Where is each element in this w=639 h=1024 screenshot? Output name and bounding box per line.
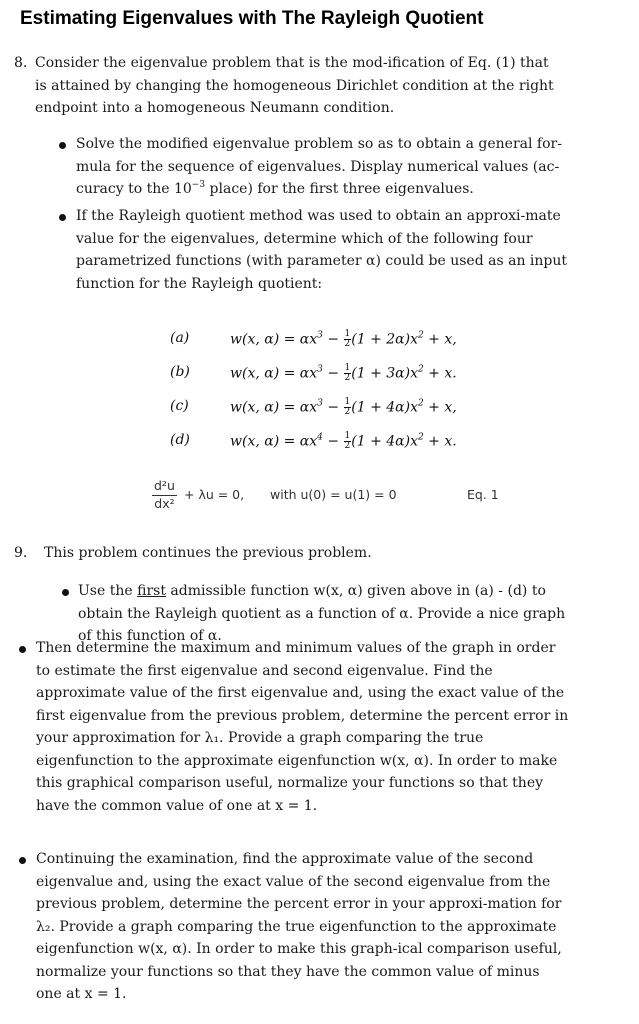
formula-sign: − [322,331,344,348]
formula-exp: 2 [417,432,424,443]
formula-lhs: w(x, α) = [230,365,300,382]
text-line: Then determine the maximum and minimum values of the graph in order [36,640,556,656]
option-formula [230,398,457,417]
formula-term: αx [299,433,318,450]
problem-8-intro [35,52,625,120]
equation-tag: Eq. 1 [467,487,499,502]
text-line: to estimate the first eigenvalue and second eigenvalue. Find the [36,662,493,679]
formula-lhs: w(x, α) = [230,399,300,416]
underlined-first: first [137,583,166,599]
frac-num: 1 [344,329,351,339]
frac-den: 2 [344,407,351,417]
bullet-icon [19,646,26,653]
formula-exp: 2 [417,398,424,409]
text-line: first eigenvalue from the previous problem, determine the percent error in [36,707,569,724]
formula-sign: − [322,399,344,416]
text-span: Use the [78,583,138,599]
text-span: admissible function w(x, α) given above in (a) - (d) to [165,583,546,599]
formula-exp: 3 [317,330,323,341]
text-line: of this function of α. [78,628,222,644]
text-line: have the common value of one at x = 1. [36,797,318,814]
frac-den: 2 [344,441,351,451]
formula-lhs: w(x, α) = [230,433,300,450]
text-line: mula for the sequence of eigenvalues. Display numerical values (ac- [76,158,560,175]
accuracy-prefix: curacy to the 10 [76,181,192,197]
text-line: eigenfunction to the approximate eigenfunction w(x, α). In order to make [36,752,558,769]
text-line: approximate value of the first eigenvalue and, using the exact value of the [36,685,565,701]
option-label: (a) [170,330,190,346]
text-line: λ₂. Provide a graph comparing the true eigenfunction to the approximate [36,918,557,935]
formula-coef: (1 + 3α)x [351,365,418,382]
problem-8-bullet-1 [76,133,626,201]
text-line: function for the Rayleigh quotient: [76,275,323,292]
formula-exp: 4 [317,432,323,443]
frac-den: 2 [344,339,351,349]
page-title: Estimating Eigenvalues with The Rayleigh Quotient [20,8,484,29]
frac-num: 1 [344,431,351,441]
text-line [78,580,628,603]
derivative-den: dx² [154,496,175,511]
problem-8-number: 8. [14,55,28,71]
formula-tail: + x. [423,433,457,450]
equation-rest: + λu = 0, [184,487,245,502]
formula-tail: + x, [423,399,457,416]
text-line: endpoint into a homogeneous Neumann condition. [35,100,395,116]
frac-num: 1 [344,363,351,373]
text-line: your approximation for λ₁. Provide a graph comparing the true [36,730,484,746]
formula-coef: (1 + 4α)x [351,433,418,450]
text-line: parametrized functions (with parameter α) could be used as an input [76,253,568,269]
boundary-conditions: with u(0) = u(1) = 0 [270,487,397,502]
frac-num: 1 [344,397,351,407]
formula-exp: 2 [417,330,424,341]
text-line: normalize your functions so that they have the common value of minus [36,963,540,980]
option-formula [230,364,457,383]
problem-8-bullet-2 [76,205,626,295]
formula-term: αx [299,331,318,348]
accuracy-suffix: place) for the first three eigenvalues. [209,181,474,197]
formula-exp: 2 [417,364,424,375]
text-line: Continuing the examination, find the approximate value of the second [36,851,534,867]
option-label: (d) [170,432,190,448]
text-line: Solve the modified eigenvalue problem so as to obtain a general for- [76,136,562,152]
formula-lhs: w(x, α) = [230,331,300,348]
formula-term: αx [299,399,318,416]
text-line: If the Rayleigh quotient method was used to obtain an approxi-mate [76,208,561,224]
option-formula [230,330,457,349]
option-label: (c) [170,398,189,414]
text-line: eigenvalue and, using the exact value of the second eigenvalue from the [36,873,551,890]
derivative-num: d²u [152,478,177,496]
bullet-icon [19,857,26,864]
formula-term: αx [299,365,318,382]
bullet-icon [59,214,66,221]
problem-9-bullet-2 [36,637,636,817]
bullet-icon [59,142,66,149]
formula-coef: (1 + 4α)x [351,399,418,416]
formula-coef: (1 + 2α)x [351,331,418,348]
formula-tail: + x. [423,365,457,382]
text-line: eigenfunction w(x, α). In order to make this graph-ical comparison useful, [36,941,562,957]
frac-den: 2 [344,373,351,383]
option-label: (b) [170,364,190,380]
problem-9-number: 9. [14,545,28,561]
formula-sign: − [322,433,344,450]
text-line: previous problem, determine the percent error in your approxi-mation for [36,896,562,912]
text-line: Consider the eigenvalue problem that is the mod-ification of Eq. (1) that [35,55,549,71]
bullet-icon [62,589,69,596]
derivative-fraction [152,478,177,512]
formula-exp: 3 [317,364,323,375]
text-line: is attained by changing the homogeneous Dirichlet condition at the right [35,77,554,94]
text-line: value for the eigenvalues, determine which of the following four [76,230,533,247]
formula-exp: 3 [317,398,323,409]
text-line: one at x = 1. [36,986,127,1002]
option-formula [230,432,457,451]
equation-1 [152,478,512,514]
formula-tail: + x, [423,331,457,348]
accuracy-exponent: −3 [191,180,206,190]
problem-9-bullet-3 [36,848,636,1006]
problem-9-intro: This problem continues the previous problem. [44,545,372,561]
text-line [76,178,626,201]
formula-sign: − [322,365,344,382]
text-line: this graphical comparison useful, normalize your functions so that they [36,775,544,791]
text-line: obtain the Rayleigh quotient as a function of α. Provide a nice graph [78,605,566,622]
